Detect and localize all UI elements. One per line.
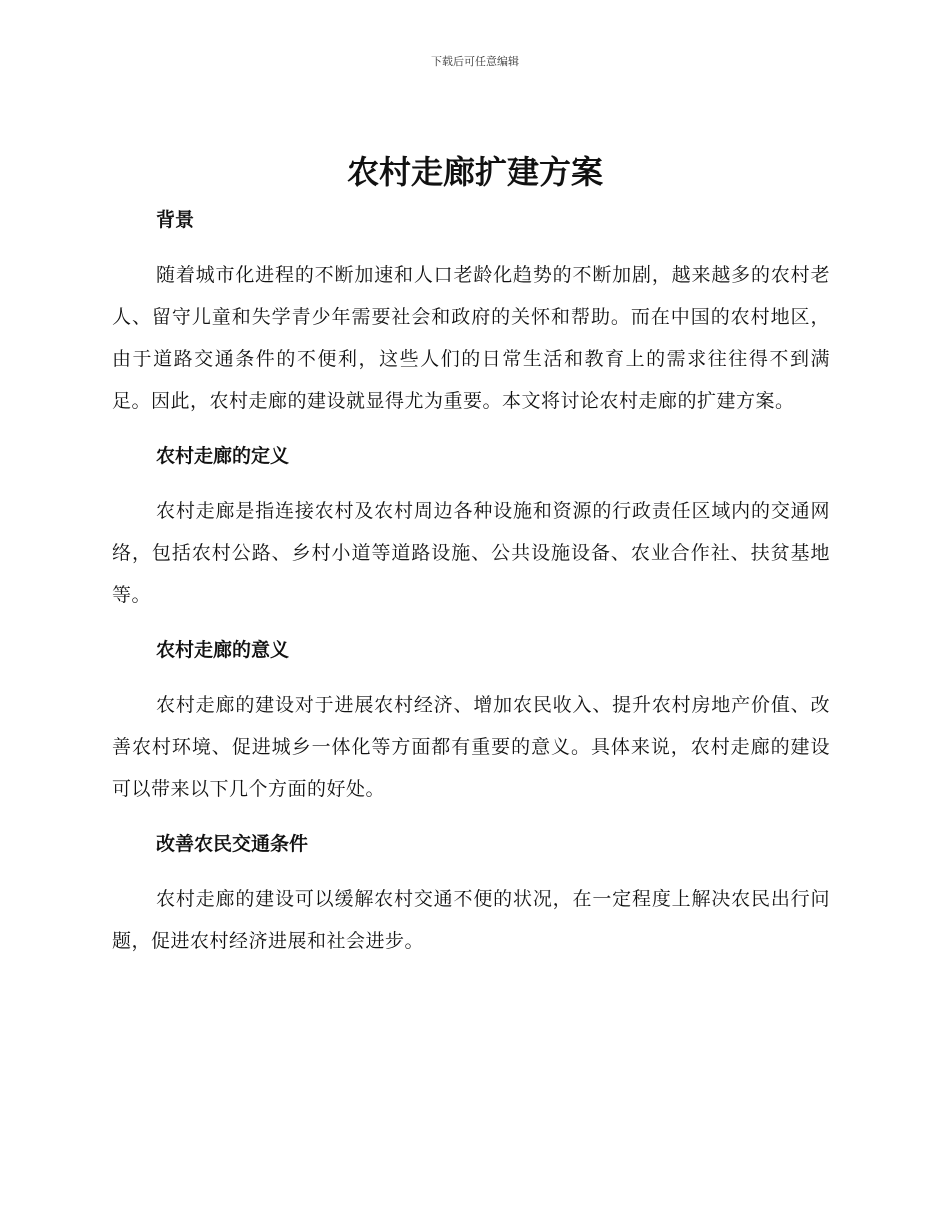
section-heading-background: 背景	[156, 209, 195, 231]
paragraph-significance: 农村走廊的建设对于进展农村经济、增加农民收入、提升农村房地产价值、改善农村环境、促进城乡一体化等方面都有重要的意义。具体来说，农村走廊的建设可以带来以下几个方面的好处。	[112, 694, 830, 800]
paragraph-background: 随着城市化进程的不断加速和人口老龄化趋势的不断加剧，越来越多的农村老人、留守儿童和失学青少年需要社会和政府的关怀和帮助。而在中国的农村地区，由于道路交通条件的不便利，这些人们的日常生活和教育上的需求往往得不到满足。因此，农村走廊的建设就显得尤为重要。本文将讨论农村走廊的扩建方案。	[112, 264, 830, 412]
document-body	[112, 200, 830, 976]
section-heading-transport: 改善农民交通条件	[156, 833, 309, 855]
paragraph-definition: 农村走廊是指连接农村及农村周边各种设施和资源的行政责任区域内的交通网络，包括农村公路、乡村小道等道路设施、公共设施设备、农业合作社、扶贫基地等。	[112, 500, 830, 606]
paragraph-transport: 农村走廊的建设可以缓解农村交通不便的状况，在一定程度上解决农民出行问题，促进农村经济进展和社会进步。	[112, 888, 830, 952]
document-title: 农村走廊扩建方案	[346, 153, 603, 191]
section-heading-significance: 农村走廊的意义	[156, 639, 290, 661]
section-heading-definition: 农村走廊的定义	[156, 445, 290, 467]
header-note: 下载后可任意编辑	[431, 55, 519, 68]
